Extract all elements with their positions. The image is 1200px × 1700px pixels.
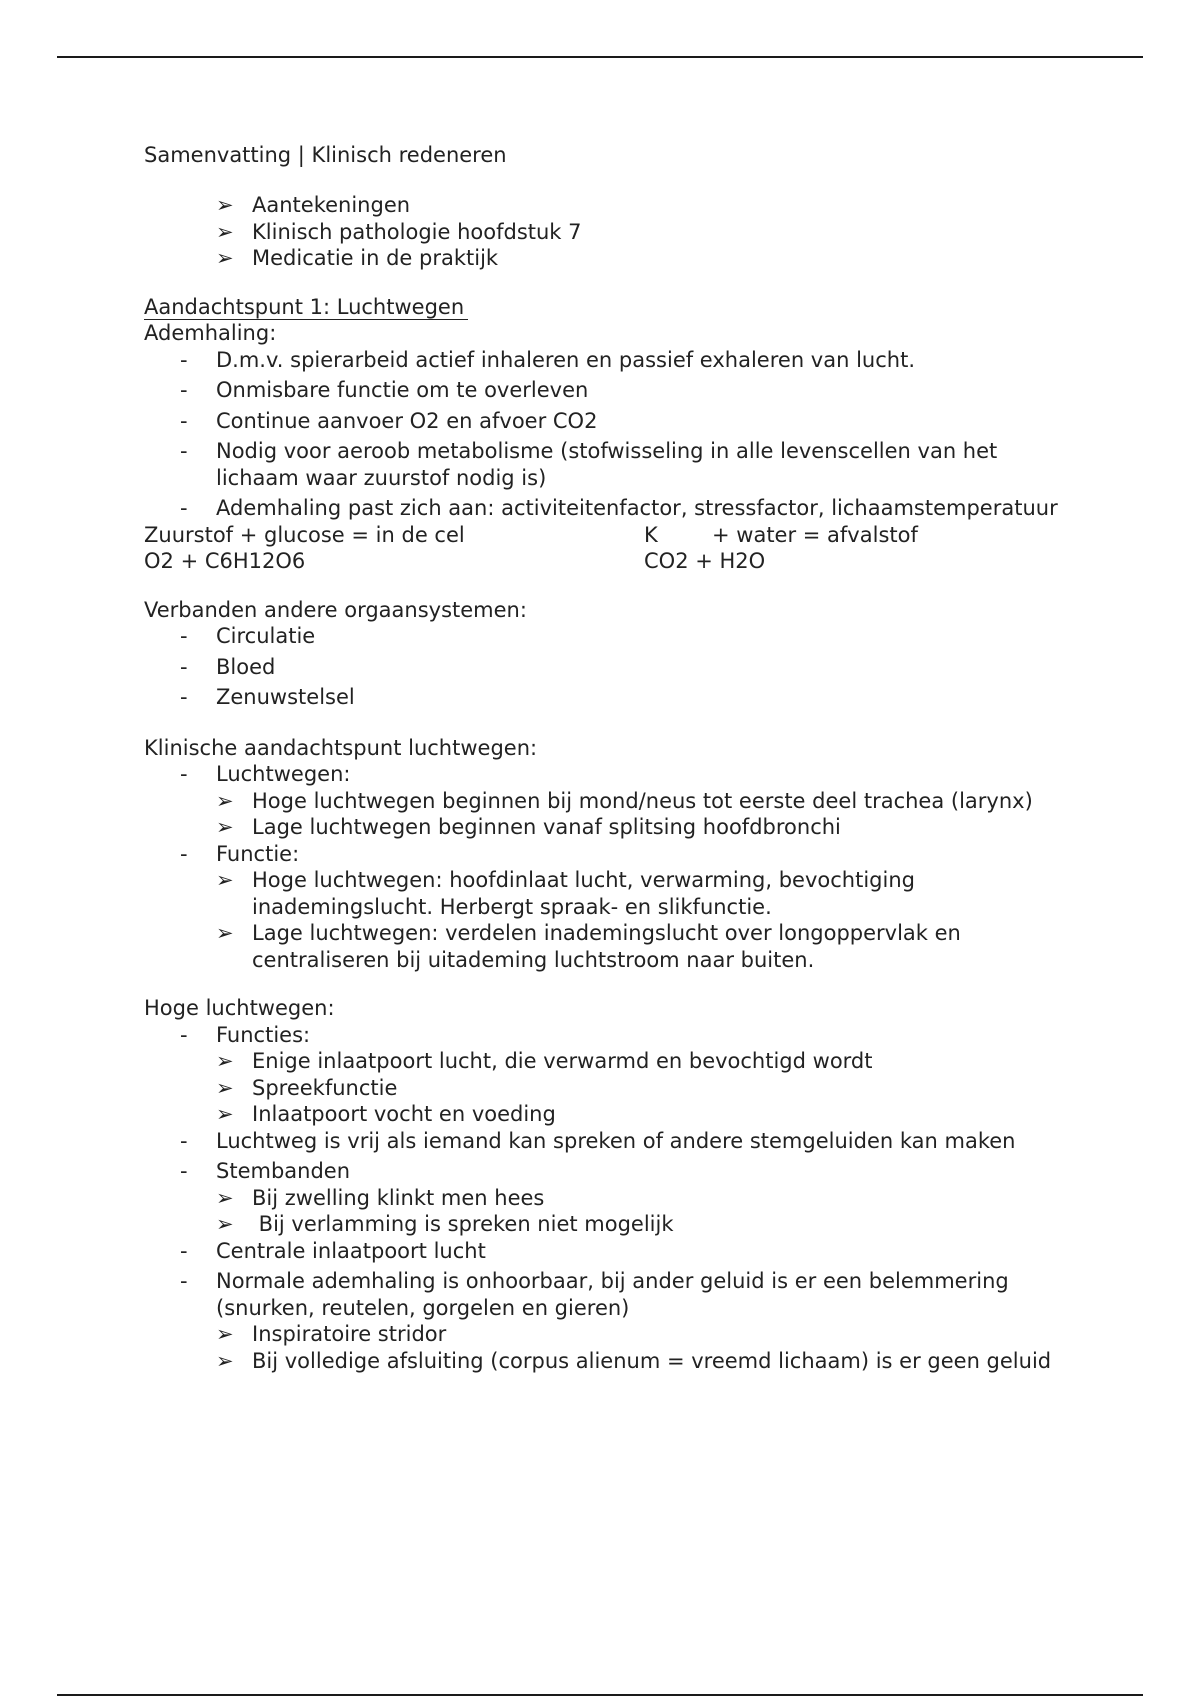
arrow-bullet-icon: ➢ (216, 1185, 234, 1210)
breathing-list (144, 347, 1084, 522)
list-item: ➢ Spreekfunctie (216, 1075, 398, 1100)
list-item: ➢ Inspiratoire stridor (216, 1322, 447, 1346)
section-heading: Verbanden andere orgaansystemen: (144, 597, 527, 622)
list-item: ➢ Hoge luchtwegen beginnen bij mond/neus tot eerste deel trachea (larynx) (216, 788, 1033, 813)
dash-bullet-icon: - (180, 685, 188, 709)
arrow-bullet-icon: ➢ (216, 1075, 234, 1100)
section-hoge-luchtwegen (144, 995, 1084, 1374)
upper-airway-list (144, 1022, 1084, 1375)
list-item: ➢ Enige inlaatpoort lucht, die verwarmd en bevochtigd wordt (216, 1049, 873, 1073)
section-heading: Klinische aandachtspunt luchtwegen: (144, 735, 538, 760)
arrow-bullet-icon: ➢ (216, 1049, 234, 1073)
equation-left: Zuurstof + glucose = in de cel (144, 522, 465, 547)
list-item: - Luchtweg is vrij als iemand kan spreken of andere stemgeluiden kan maken (180, 1128, 1016, 1153)
dash-bullet-icon: - (180, 378, 188, 402)
list-item: - Centrale inlaatpoort lucht (180, 1238, 486, 1263)
section-luchtwegen (144, 294, 1084, 575)
arrow-bullet-icon: ➢ (216, 1348, 234, 1373)
equation-left: O2 + C6H12O6 (144, 549, 306, 573)
list-item: - Nodig voor aeroob metabolisme (stofwisseling in alle levenscellen van het lichaam waar zuurstof nodig is) (180, 439, 998, 490)
list-item: - Bloed (180, 654, 276, 679)
section-orgaansystemen (144, 597, 1084, 711)
arrow-bullet-icon: ➢ (216, 1322, 234, 1346)
list-item: - Continue aanvoer O2 en afvoer CO2 (180, 408, 598, 433)
document-body (144, 142, 1084, 1374)
list-item: - D.m.v. spierarbeid actief inhaleren en passief exhaleren van lucht. (180, 347, 915, 372)
list-item: - Luchtwegen: (180, 762, 351, 786)
nested-list (180, 1185, 1084, 1238)
arrow-bullet-icon: ➢ (216, 1212, 234, 1236)
arrow-bullet-icon: ➢ (216, 246, 234, 270)
arrow-bullet-icon: ➢ (216, 868, 234, 892)
source-list (144, 192, 1084, 272)
list-item: - Normale ademhaling is onhoorbaar, bij ander geluid is er een belemmering (snurken, reutelen, gorgelen en gieren) (180, 1269, 1009, 1320)
equation-row (144, 522, 1084, 549)
list-item: ➢ Klinisch pathologie hoofdstuk 7 (216, 219, 582, 244)
nested-list (180, 1321, 1084, 1374)
arrow-bullet-icon: ➢ (216, 815, 234, 839)
dash-bullet-icon: - (180, 762, 188, 786)
equation-row (144, 548, 1084, 575)
nested-list (180, 1048, 1084, 1128)
equation-right: CO2 + H2O (644, 549, 766, 573)
arrow-bullet-icon: ➢ (216, 219, 234, 244)
list-item: - Circulatie (180, 624, 316, 648)
dash-bullet-icon: - (180, 654, 188, 679)
list-item: - Ademhaling past zich aan: activiteitenfactor, stressfactor, lichaamstemperatuur (180, 496, 1058, 520)
dash-bullet-icon: - (180, 347, 188, 372)
list-item: ➢ Bij verlamming is spreken niet mogelijk (216, 1212, 674, 1236)
dash-bullet-icon: - (180, 1128, 188, 1153)
arrow-bullet-icon: ➢ (216, 193, 234, 217)
dash-bullet-icon: - (180, 439, 188, 463)
equation-right: + water = afvalstof (712, 522, 918, 547)
dash-bullet-icon: - (180, 1238, 188, 1263)
arrow-bullet-icon: ➢ (216, 788, 234, 813)
list-item: ➢ Hoge luchtwegen: hoofdinlaat lucht, verwarming, bevochtiging inademingslucht. Herbergt spraak- en slikfunctie. (216, 868, 915, 919)
organ-list (144, 623, 1084, 711)
dash-bullet-icon: - (180, 624, 188, 648)
list-item: ➢ Bij zwelling klinkt men hees (216, 1185, 545, 1210)
list-item: ➢ Aantekeningen (216, 193, 411, 217)
dash-bullet-icon: - (180, 1269, 188, 1293)
list-item: ➢ Bij volledige afsluiting (corpus alienum = vreemd lichaam) is er geen geluid (216, 1348, 1052, 1373)
page-title: Samenvatting | Klinisch redeneren (144, 143, 507, 167)
dash-bullet-icon: - (180, 496, 188, 520)
dash-bullet-icon: - (180, 408, 188, 433)
list-item: ➢ Lage luchtwegen: verdelen inademingslucht over longoppervlak en centraliseren bij uitademing luchtstroom naar buiten. (216, 921, 961, 972)
dash-bullet-icon: - (180, 1159, 188, 1183)
list-item: - Functies: (180, 1022, 311, 1047)
section-heading: Aandachtspunt 1: Luchtwegen (144, 295, 468, 320)
list-item: ➢ Inlaatpoort vocht en voeding (216, 1102, 556, 1126)
list-item: ➢ Lage luchtwegen beginnen vanaf splitsing hoofdbronchi (216, 815, 841, 839)
bottom-divider (57, 1694, 1143, 1696)
arrow-bullet-icon: ➢ (216, 921, 234, 945)
subheading: Ademhaling: (144, 321, 277, 345)
list-item: - Zenuwstelsel (180, 685, 355, 709)
airway-list (144, 761, 1084, 973)
dash-bullet-icon: - (180, 841, 188, 866)
list-item: - Onmisbare functie om te overleven (180, 378, 589, 402)
dash-bullet-icon: - (180, 1022, 188, 1047)
arrow-bullet-icon: ➢ (216, 1102, 234, 1126)
section-klinische-aandachtspunt (144, 735, 1084, 974)
top-divider (57, 56, 1143, 58)
list-item: - Stembanden (180, 1159, 351, 1183)
nested-list (180, 788, 1084, 841)
section-heading: Hoge luchtwegen: (144, 996, 335, 1020)
nested-list (180, 867, 1084, 973)
equation-k: K (644, 522, 658, 547)
list-item: ➢ Medicatie in de praktijk (216, 246, 499, 270)
list-item: - Functie: (180, 841, 300, 866)
